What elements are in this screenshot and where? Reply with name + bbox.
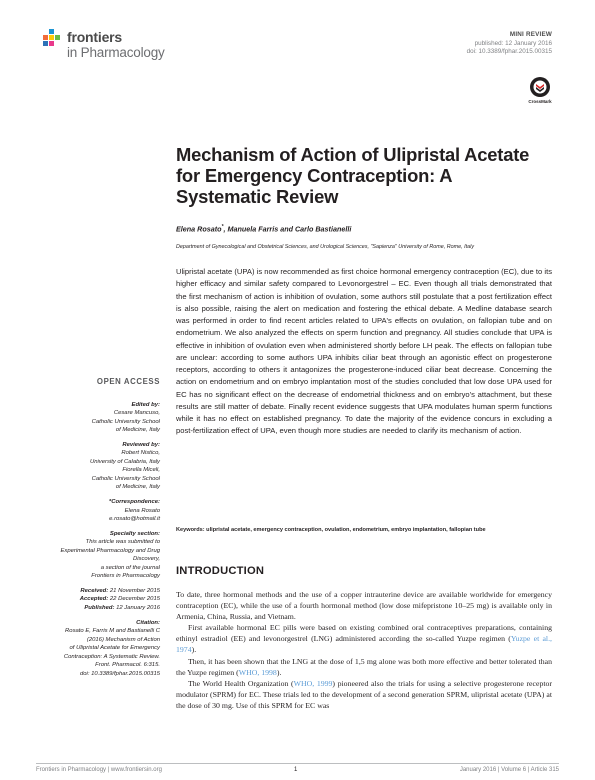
- author-name[interactable]: Elena Rosato: [176, 224, 222, 234]
- article-meta: [467, 31, 552, 57]
- footer-divider: [36, 763, 559, 764]
- keywords-label: Keywords:: [176, 527, 205, 533]
- paragraph: [176, 656, 552, 678]
- specialty-text: Experimental Pharmacology and Drug: [60, 547, 160, 554]
- article-type: MINI REVIEW: [509, 31, 552, 38]
- specialty-section-label: Specialty section:: [109, 530, 160, 537]
- paragraph: To date, three hormonal methods and the use of a copper intrauterine device are available worldwide for emergency contraception (EC), while the use of a fourth hormonal method (low dose mifepristone 10–25 mg) is available only in Armenia, China, Russia, and Vietnam.: [176, 590, 552, 622]
- specialty-text: Frontiers in Pharmacology: [91, 573, 160, 580]
- crossmark-label: CrossMark: [528, 99, 552, 104]
- reviewer-affiliation: Catholic University School: [91, 475, 160, 482]
- editor-name: Cesare Mancuso,: [113, 410, 160, 417]
- paragraph: [176, 678, 552, 711]
- correspondence-label: *Correspondence:: [108, 499, 160, 506]
- reviewed-by-label: Reviewed by:: [122, 441, 160, 448]
- accepted-label: Accepted:: [79, 596, 109, 603]
- paragraph-text: ).: [191, 645, 197, 655]
- correspondence-email[interactable]: e.rosato@hotmail.it: [109, 516, 160, 523]
- published-label: Published:: [84, 605, 115, 612]
- article-title: Mechanism of Action of Ulipristal Acetate for Emergency Contraception: A Systematic Review: [176, 144, 530, 207]
- editor-affiliation: Catholic University School: [91, 418, 160, 425]
- paragraph-text: ) pioneered also the trials for using a selective progesterone receptor modulator (SPRM) for EC. These trials led to the development of a second generation SPRM, ulipristal acetate (UPA) at the dose of 30 mg. Use of this SPRM for EC was: [176, 678, 553, 710]
- reviewer-name: Fiorella Miceli,: [122, 467, 160, 474]
- published-value: 12 January 2016: [116, 605, 160, 612]
- citation-doi[interactable]: doi: 10.3389/fphar.2015.00315: [79, 670, 160, 677]
- editor-affiliation: of Medicine, Italy: [115, 427, 160, 434]
- correspondence-name: Elena Rosato: [124, 507, 160, 514]
- specialty-text: a section of the journal: [100, 564, 160, 571]
- citation-text: of Ulipristal Acetate for Emergency: [69, 645, 160, 652]
- reviewer-name: Robert Nistico,: [121, 450, 160, 457]
- citation-link[interactable]: WHO, 1999: [293, 678, 333, 688]
- received-label: Received:: [80, 587, 109, 594]
- citation-label: Citation:: [136, 619, 160, 626]
- citation-text: Contraception: A Systematic Review.: [63, 653, 160, 660]
- page-number: 1: [294, 767, 298, 773]
- paragraph-text: The World Health Organization (: [188, 678, 294, 688]
- specialty-text: This article was submitted to: [85, 539, 160, 546]
- keywords: [176, 526, 552, 534]
- citation-text: (2016) Mechanism of Action: [86, 636, 160, 643]
- specialty-text: Discovery,: [132, 556, 160, 563]
- author-list: [176, 224, 351, 233]
- introduction-body: [176, 589, 552, 711]
- accepted-value: 22 December 2015: [109, 596, 160, 603]
- citation-text: Front. Pharmacol. 6:315.: [95, 662, 160, 669]
- received-date: [36, 587, 160, 596]
- accepted-date: [36, 595, 160, 604]
- journal-logo[interactable]: [43, 27, 213, 67]
- edited-by-label: Edited by:: [131, 401, 160, 408]
- open-access-label: OPEN ACCESS: [96, 377, 160, 386]
- footer-journal[interactable]: Frontiers in Pharmacology | www.frontiersin.org: [36, 767, 162, 773]
- paragraph-text: ).: [276, 667, 282, 677]
- footer-issue: January 2016 | Volume 6 | Article 315: [459, 767, 559, 773]
- author-names-rest: , Manuela Farris and Carlo Bastianelli: [223, 224, 352, 234]
- paragraph-text: Then, it has been shown that the LNG at the dose of 1,5 mg alone was both more effective and better tolerated than the Yuzpe regimen (: [176, 656, 552, 677]
- article-info-sidebar: [36, 378, 160, 678]
- received-value: 21 November 2015: [109, 587, 160, 594]
- abstract-text: Ulipristal acetate (UPA) is now recommended as first choice hormonal emergency contraception (EC), due to its higher efficacy and similar safety compared to Levonorgestrel – EC. Even though all trials demonstrated that the first mechanism of action is inhibition of ovulation, some authors still postulate that a post fertilization effect is also possible, raising the alert on medication and fostering the ethical debate. A Medline database search was performed in order to find recent articles related to UPA's effects on ovulation, on fallopian tube and on endometrium. We also analyzed the effects on sperm function and pregnancy. All studies conclude that UPA is effective in inhibition of ovulation even when administered shortly before LH peak. The effects on fallopian tube are unclear: according to some authors UPA inhibits ciliar beat through an agonistic effect on progesterone receptors, according to others it antagonizes the progesterone-induced ciliar beat decrease. Concerning the action on endometrium and on embryo implantation most of the studies concluded that low dose UPA used for EC has no significant effect on the decrease of endometrial thickness and on embryo's attachment, but these results are still matter of debate. Finally recent evidence suggests that UPA modulates human sperm functions while it has no effect on established pregnancy. To date the majority of the evidence concurs in excluding a post-fertilization effect of UPA, even though more studies are needed to clarify its mechanism of action.: [176, 267, 552, 436]
- frontiers-logo-icon: [43, 29, 63, 49]
- citation-text: Rosato E, Farris M and Bastianelli C: [65, 628, 160, 635]
- correspondence-mark: *: [221, 224, 224, 230]
- journal-name: in Pharmacology: [67, 45, 165, 60]
- reviewer-affiliation: of Medicine, Italy: [115, 484, 160, 491]
- paragraph: [176, 622, 552, 655]
- citation-link[interactable]: WHO, 1998: [238, 667, 277, 677]
- published-date-sidebar: [36, 604, 160, 613]
- paragraph-text: First available hormonal EC pills were based on existing combined oral contraceptives preparations, containing ethinyl estradiol (EE) and levonorgestrel (LNG) administered according the so-called Yuzpe regimen (: [176, 623, 552, 644]
- citation-link[interactable]: Yuzpe et al., 1974: [176, 634, 552, 655]
- keywords-text: ulipristal acetate, emergency contraception, ovulation, endometrium, embryo implantation, fallopian tube: [206, 527, 486, 533]
- section-heading-introduction: INTRODUCTION: [176, 565, 265, 577]
- published-date: published: 12 January 2016: [474, 39, 552, 47]
- reviewer-affiliation: University of Calabria, Italy: [89, 458, 160, 465]
- author-affiliation: Department of Gynecological and Obstetrical Sciences, and Urological Sciences, "Sapienza" University of Rome, Rome, Italy: [176, 244, 475, 250]
- doi-link[interactable]: doi: 10.3389/fphar.2015.00315: [466, 48, 552, 56]
- journal-brand: frontiers: [67, 29, 122, 45]
